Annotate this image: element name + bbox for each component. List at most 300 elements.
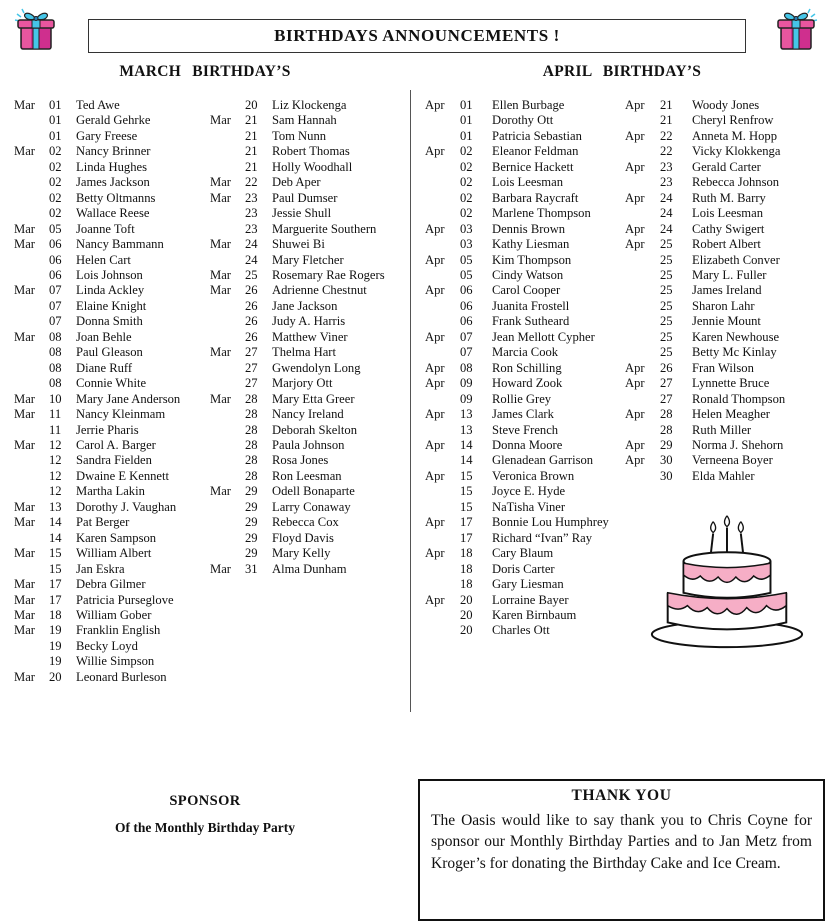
month-label — [425, 160, 460, 175]
name-label: Judy A. Harris — [272, 314, 346, 329]
name-label: Nancy Bammann — [76, 237, 164, 252]
day-label: 28 — [660, 407, 673, 422]
birthday-row — [14, 531, 210, 546]
name-label: Dennis Brown — [492, 221, 566, 236]
month-label — [425, 562, 460, 577]
day-label: 09 — [460, 391, 473, 406]
month-label — [14, 361, 49, 376]
birthday-row — [14, 423, 210, 438]
march-list-column-1 — [14, 98, 210, 685]
birthday-row — [425, 423, 625, 438]
month-label — [625, 299, 660, 314]
birthday-row — [625, 175, 832, 190]
month-label — [625, 469, 660, 484]
birthday-row — [625, 283, 832, 298]
birthday-row — [425, 237, 625, 252]
birthday-row — [425, 299, 625, 314]
birthday-row — [210, 500, 410, 515]
name-label: Carol Cooper — [492, 283, 561, 298]
month-label — [14, 453, 49, 468]
day-label: 02 — [49, 190, 62, 205]
month-label: Mar — [210, 190, 231, 205]
day-label: 29 — [245, 530, 258, 545]
march-list-column-2 — [210, 98, 410, 577]
month-label — [625, 345, 660, 360]
day-label: 08 — [460, 360, 473, 375]
birthday-row — [210, 144, 410, 159]
month-label: Apr — [425, 98, 445, 112]
birthday-row — [14, 484, 210, 499]
day-label: 29 — [245, 499, 258, 514]
day-label: 22 — [660, 128, 673, 143]
birthday-row — [425, 113, 625, 128]
birthday-row — [425, 191, 625, 206]
name-label: Marguerite Southern — [272, 221, 377, 236]
name-label: Ellen Burbage — [492, 98, 565, 112]
month-label: Mar — [14, 407, 35, 422]
name-label: Jean Mellott Cypher — [492, 329, 595, 344]
birthday-row — [14, 546, 210, 561]
day-label: 01 — [49, 98, 62, 112]
month-label — [210, 361, 245, 376]
name-label: Jane Jackson — [272, 298, 338, 313]
day-label: 31 — [245, 561, 258, 576]
birthday-row — [625, 144, 832, 159]
name-label: Lynnette Bruce — [692, 376, 770, 391]
day-label: 18 — [49, 607, 62, 622]
name-label: Sam Hannah — [272, 113, 337, 128]
birthday-row — [14, 500, 210, 515]
name-label: Sharon Lahr — [692, 298, 755, 313]
month-label — [425, 484, 460, 499]
month-label: Apr — [625, 453, 645, 468]
day-label: 14 — [49, 515, 62, 530]
day-label: 02 — [460, 144, 473, 159]
birthday-row — [625, 268, 832, 283]
name-label: Paul Dumser — [272, 190, 338, 205]
day-label: 02 — [460, 175, 473, 190]
day-label: 11 — [49, 422, 62, 437]
month-label: Mar — [14, 221, 35, 236]
month-label — [425, 392, 460, 407]
month-label: Mar — [14, 144, 35, 159]
birthday-row — [210, 299, 410, 314]
day-label: 14 — [460, 453, 473, 468]
birthday-row — [14, 453, 210, 468]
day-label: 07 — [49, 298, 62, 313]
birthday-row — [14, 515, 210, 530]
name-label: Linda Ackley — [76, 283, 145, 298]
name-label: Gary Liesman — [492, 577, 564, 592]
birthday-row — [425, 160, 625, 175]
name-label: Shuwei Bi — [272, 237, 325, 252]
name-label: William Albert — [76, 546, 152, 561]
day-label: 25 — [660, 252, 673, 267]
month-label — [425, 268, 460, 283]
month-label — [14, 191, 49, 206]
name-label: Ron Schilling — [492, 360, 562, 375]
birthday-row — [210, 268, 410, 283]
day-label: 13 — [49, 499, 62, 514]
name-label: Nancy Kleinmam — [76, 407, 166, 422]
month-label — [625, 314, 660, 329]
day-label: 28 — [245, 453, 258, 468]
month-label: Apr — [425, 592, 445, 607]
month-label: Apr — [425, 221, 445, 236]
birthday-row — [210, 237, 410, 252]
birthday-row — [625, 376, 832, 391]
day-label: 20 — [49, 669, 62, 684]
month-label: Mar — [210, 391, 231, 406]
day-label: 18 — [460, 546, 473, 561]
day-label: 20 — [460, 607, 473, 622]
birthday-row — [14, 206, 210, 221]
name-label: Doris Carter — [492, 561, 555, 576]
birthday-row — [14, 577, 210, 592]
name-label: Kathy Liesman — [492, 237, 570, 252]
day-label: 12 — [49, 453, 62, 468]
sponsor-subheading: Of the Monthly Birthday Party — [115, 820, 295, 835]
day-label: 28 — [245, 468, 258, 483]
month-label — [210, 469, 245, 484]
name-label: Mary Kelly — [272, 546, 331, 561]
birthday-row — [210, 314, 410, 329]
month-label: Mar — [14, 283, 35, 298]
birthday-row — [425, 392, 625, 407]
day-label: 01 — [460, 128, 473, 143]
thank-you-title: THANK YOU — [571, 787, 672, 804]
month-label — [14, 531, 49, 546]
march-section-title: MARCH BIRTHDAY’S — [119, 63, 291, 80]
day-label: 27 — [660, 391, 673, 406]
name-label: Floyd Davis — [272, 530, 334, 545]
month-label: Apr — [425, 329, 445, 344]
birthday-row — [14, 299, 210, 314]
name-label: Donna Moore — [492, 437, 563, 452]
name-label: James Ireland — [692, 283, 762, 298]
birthday-row — [425, 608, 625, 623]
name-label: Eleanor Feldman — [492, 144, 579, 159]
birthday-row — [210, 376, 410, 391]
name-label: Matthew Viner — [272, 329, 348, 344]
month-label — [210, 330, 245, 345]
day-label: 25 — [660, 267, 673, 282]
name-label: Nancy Brinner — [76, 144, 151, 159]
month-label — [210, 253, 245, 268]
month-label — [425, 299, 460, 314]
birthday-row — [210, 160, 410, 175]
birthday-row — [210, 531, 410, 546]
month-label — [425, 314, 460, 329]
birthday-row — [425, 500, 625, 515]
month-label — [425, 577, 460, 592]
month-label — [14, 206, 49, 221]
name-label: Dwaine E Kennett — [76, 468, 170, 483]
day-label: 17 — [460, 530, 473, 545]
birthday-row — [14, 608, 210, 623]
day-label: 07 — [49, 283, 62, 298]
birthday-row — [210, 345, 410, 360]
day-label: 14 — [460, 437, 473, 452]
month-label — [210, 546, 245, 561]
name-label: Holly Woodhall — [272, 159, 353, 174]
name-label: Rosemary Rae Rogers — [272, 267, 385, 282]
name-label: Betty Oltmanns — [76, 190, 156, 205]
day-label: 14 — [49, 530, 62, 545]
day-label: 22 — [660, 144, 673, 159]
birthday-row — [14, 175, 210, 190]
birthday-row — [210, 469, 410, 484]
day-label: 24 — [660, 221, 673, 236]
day-label: 15 — [460, 484, 473, 499]
name-label: Cindy Watson — [492, 267, 564, 282]
birthday-row — [210, 484, 410, 499]
birthday-row — [210, 562, 410, 577]
name-label: Verneena Boyer — [692, 453, 773, 468]
birthday-row — [425, 330, 625, 345]
birthday-row — [14, 345, 210, 360]
birthday-row — [210, 191, 410, 206]
month-label: Mar — [210, 113, 231, 128]
day-label: 07 — [49, 314, 62, 329]
day-label: 18 — [460, 577, 473, 592]
thank-you-box — [418, 779, 825, 921]
day-label: 12 — [49, 437, 62, 452]
birthday-row — [425, 129, 625, 144]
name-label: Martha Lakin — [76, 484, 145, 499]
day-label: 29 — [245, 546, 258, 561]
gift-icon — [772, 5, 820, 53]
day-label: 26 — [245, 314, 258, 329]
month-label: Apr — [425, 283, 445, 298]
month-label — [210, 423, 245, 438]
birthday-row — [14, 654, 210, 669]
month-label: Mar — [14, 515, 35, 530]
month-label: Apr — [425, 144, 445, 159]
birthday-row — [425, 531, 625, 546]
day-label: 19 — [49, 638, 62, 653]
day-label: 15 — [49, 561, 62, 576]
month-label: Apr — [625, 437, 645, 452]
birthday-row — [14, 639, 210, 654]
name-label: Franklin English — [76, 623, 161, 638]
name-label: Diane Ruff — [76, 360, 133, 375]
birthday-row — [625, 253, 832, 268]
name-label: Ronald Thompson — [692, 391, 786, 406]
month-label: Apr — [625, 190, 645, 205]
day-label: 09 — [460, 376, 473, 391]
month-label — [210, 531, 245, 546]
month-label — [14, 639, 49, 654]
day-label: 21 — [660, 113, 673, 128]
name-label: Jerrie Pharis — [76, 422, 139, 437]
name-label: Patricia Sebastian — [492, 128, 582, 143]
name-label: Deborah Skelton — [272, 422, 357, 437]
day-label: 08 — [49, 360, 62, 375]
birthday-row — [14, 376, 210, 391]
day-label: 24 — [245, 252, 258, 267]
name-label: Lois Leesman — [492, 175, 563, 190]
month-label: Mar — [210, 283, 231, 298]
name-label: Lois Leesman — [692, 206, 763, 221]
day-label: 26 — [660, 360, 673, 375]
name-label: Karen Birnbaum — [492, 607, 577, 622]
month-label — [210, 129, 245, 144]
header-banner — [88, 19, 746, 53]
day-label: 23 — [660, 175, 673, 190]
day-label: 03 — [460, 237, 473, 252]
month-label — [14, 484, 49, 499]
name-label: Gerald Gehrke — [76, 113, 151, 128]
birthday-row — [14, 160, 210, 175]
name-label: Jennie Mount — [692, 314, 761, 329]
month-label — [625, 175, 660, 190]
month-label — [210, 438, 245, 453]
day-label: 08 — [49, 376, 62, 391]
name-label: Helen Meagher — [692, 407, 770, 422]
month-label — [425, 237, 460, 252]
month-label — [425, 423, 460, 438]
birthday-row — [625, 330, 832, 345]
birthday-row — [425, 484, 625, 499]
birthday-row — [625, 299, 832, 314]
birthday-row — [14, 562, 210, 577]
april-list-column-2 — [625, 98, 832, 484]
day-label: 19 — [49, 654, 62, 669]
sponsor-heading: SPONSOR — [169, 793, 241, 809]
month-label: Apr — [425, 360, 445, 375]
month-label: Mar — [14, 577, 35, 592]
birthday-row — [425, 453, 625, 468]
month-label — [425, 175, 460, 190]
birthday-row — [425, 314, 625, 329]
day-label: 26 — [245, 283, 258, 298]
birthday-row — [14, 129, 210, 144]
birthday-row — [625, 98, 832, 113]
name-label: Thelma Hart — [272, 345, 336, 360]
name-label: Deb Aper — [272, 175, 321, 190]
day-label: 25 — [660, 345, 673, 360]
name-label: Gerald Carter — [692, 159, 761, 174]
day-label: 29 — [660, 437, 673, 452]
month-label — [625, 144, 660, 159]
name-label: Cheryl Renfrow — [692, 113, 774, 128]
name-label: Betty Mc Kinlay — [692, 345, 777, 360]
name-label: Dorothy J. Vaughan — [76, 499, 177, 514]
month-label: Apr — [625, 128, 645, 143]
name-label: Tom Nunn — [272, 128, 327, 143]
month-label: Mar — [210, 484, 231, 499]
name-label: Woody Jones — [692, 98, 760, 112]
birthday-row — [425, 222, 625, 237]
day-label: 02 — [49, 206, 62, 221]
day-label: 13 — [460, 407, 473, 422]
name-label: Mary Etta Greer — [272, 391, 355, 406]
month-label: Mar — [14, 607, 35, 622]
month-label — [210, 314, 245, 329]
day-label: 02 — [460, 190, 473, 205]
birthday-row — [625, 160, 832, 175]
day-label: 06 — [49, 237, 62, 252]
day-label: 01 — [460, 113, 473, 128]
month-label: Apr — [625, 360, 645, 375]
name-label: Karen Newhouse — [692, 329, 780, 344]
name-label: Linda Hughes — [76, 159, 147, 174]
month-label — [210, 515, 245, 530]
birthday-row — [425, 206, 625, 221]
month-label: Mar — [14, 437, 35, 452]
day-label: 21 — [660, 98, 673, 112]
birthday-row — [14, 253, 210, 268]
birthday-row — [14, 593, 210, 608]
day-label: 24 — [660, 206, 673, 221]
month-label: Apr — [425, 468, 445, 483]
month-label — [425, 113, 460, 128]
birthday-row — [425, 562, 625, 577]
birthday-row — [425, 546, 625, 561]
name-label: Elaine Knight — [76, 298, 147, 313]
month-label — [425, 531, 460, 546]
name-label: Rebecca Cox — [272, 515, 339, 530]
day-label: 28 — [245, 437, 258, 452]
name-label: Connie White — [76, 376, 147, 391]
month-label — [14, 253, 49, 268]
day-label: 06 — [460, 298, 473, 313]
day-label: 17 — [460, 515, 473, 530]
month-label — [14, 345, 49, 360]
name-label: Sandra Fielden — [76, 453, 152, 468]
day-label: 01 — [460, 98, 473, 112]
month-label: Mar — [14, 98, 35, 112]
day-label: 06 — [49, 267, 62, 282]
birthday-row — [14, 670, 210, 685]
name-label: Glenadean Garrison — [492, 453, 594, 468]
name-label: Juanita Frostell — [492, 298, 570, 313]
month-label: Apr — [425, 376, 445, 391]
birthday-row — [210, 407, 410, 422]
month-label: Apr — [625, 221, 645, 236]
birthday-row — [14, 438, 210, 453]
name-label: Karen Sampson — [76, 530, 157, 545]
birthday-row — [625, 113, 832, 128]
name-label: Lois Johnson — [76, 267, 143, 282]
day-label: 25 — [660, 283, 673, 298]
month-label — [14, 654, 49, 669]
name-label: Joan Behle — [76, 329, 132, 344]
day-label: 29 — [245, 515, 258, 530]
name-label: Liz Klockenga — [272, 98, 347, 112]
gift-icon — [12, 5, 60, 53]
day-label: 21 — [245, 113, 258, 128]
month-label — [210, 98, 245, 113]
birthday-row — [425, 283, 625, 298]
name-label: Paul Gleason — [76, 345, 143, 360]
name-label: Mary L. Fuller — [692, 267, 767, 282]
month-label: Apr — [425, 407, 445, 422]
day-label: 23 — [245, 221, 258, 236]
birthday-row — [210, 546, 410, 561]
month-label — [625, 113, 660, 128]
birthday-row — [14, 268, 210, 283]
name-label: Wallace Reese — [76, 206, 150, 221]
day-label: 25 — [245, 267, 258, 282]
birthday-row — [625, 129, 832, 144]
day-label: 25 — [660, 237, 673, 252]
day-label: 08 — [49, 345, 62, 360]
day-label: 27 — [245, 376, 258, 391]
day-label: 28 — [245, 391, 258, 406]
birthday-row — [425, 438, 625, 453]
